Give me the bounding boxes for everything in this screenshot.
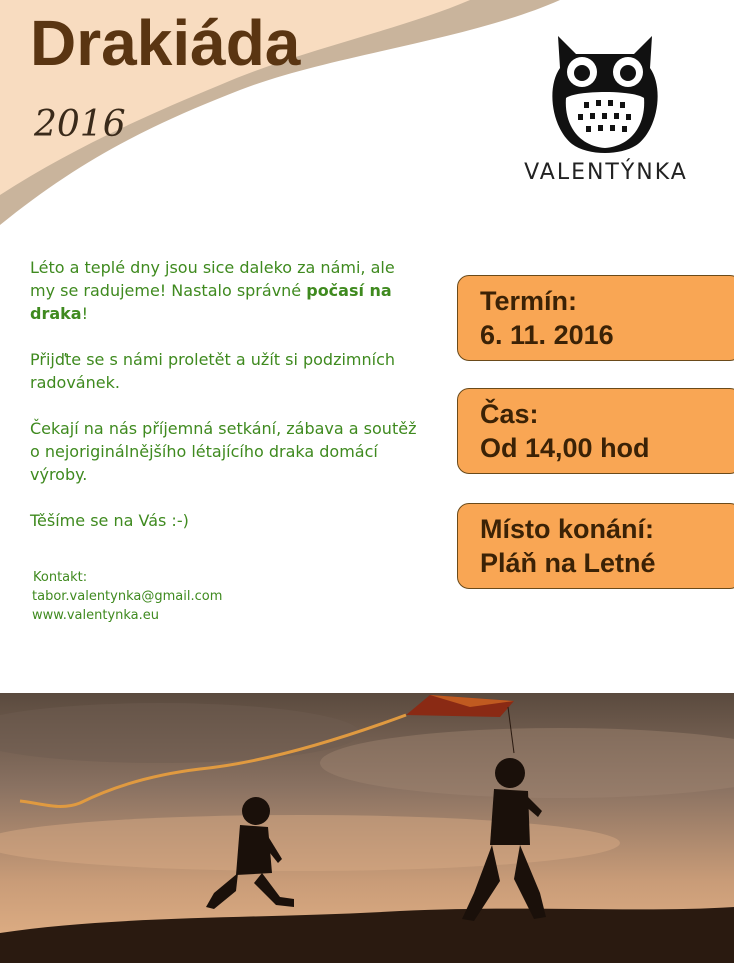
- place-box: [457, 503, 734, 589]
- place-value: Pláň na Letné: [480, 548, 656, 578]
- paragraph-4: Těšíme se na Vás :-): [30, 511, 189, 530]
- paragraph-1: [30, 256, 420, 325]
- contact-web[interactable]: www.valentynka.eu: [32, 608, 160, 623]
- time-value: Od 14,00 hod: [480, 433, 650, 463]
- date-label: Termín:: [480, 286, 578, 316]
- date-value: 6. 11. 2016: [480, 320, 614, 350]
- date-box: [457, 275, 734, 361]
- paragraph-2: Přijďte se s námi proletět a užít si podzimních radovánek.: [30, 350, 396, 392]
- owl-icon: [546, 28, 664, 158]
- place-label: Místo konání:: [480, 514, 654, 544]
- paragraph-1-text: Léto a teplé dny jsou sice daleko za námi, ale my se radujeme! Nastalo správné: [30, 258, 395, 300]
- paragraph-3: Čekají na nás příjemná setkání, zábava a soutěž o nejoriginálnějšího létajícího draka domácí výroby.: [30, 419, 417, 484]
- contact-block: [32, 568, 222, 625]
- paragraph-1-bold: počasí na draka: [30, 281, 392, 323]
- contact-email[interactable]: tabor.valentynka@gmail.com: [32, 589, 223, 604]
- page-title: Drakiáda: [30, 7, 301, 79]
- time-box: [457, 388, 734, 474]
- brand-name: VALENTÝNKA: [524, 160, 688, 185]
- kite-photo: [0, 693, 734, 963]
- invitation-text: [30, 256, 420, 555]
- paragraph-1-end: !: [81, 304, 88, 323]
- time-label: Čas:: [480, 399, 539, 429]
- contact-label: Kontakt:: [33, 570, 88, 585]
- year-label: 2016: [34, 104, 126, 145]
